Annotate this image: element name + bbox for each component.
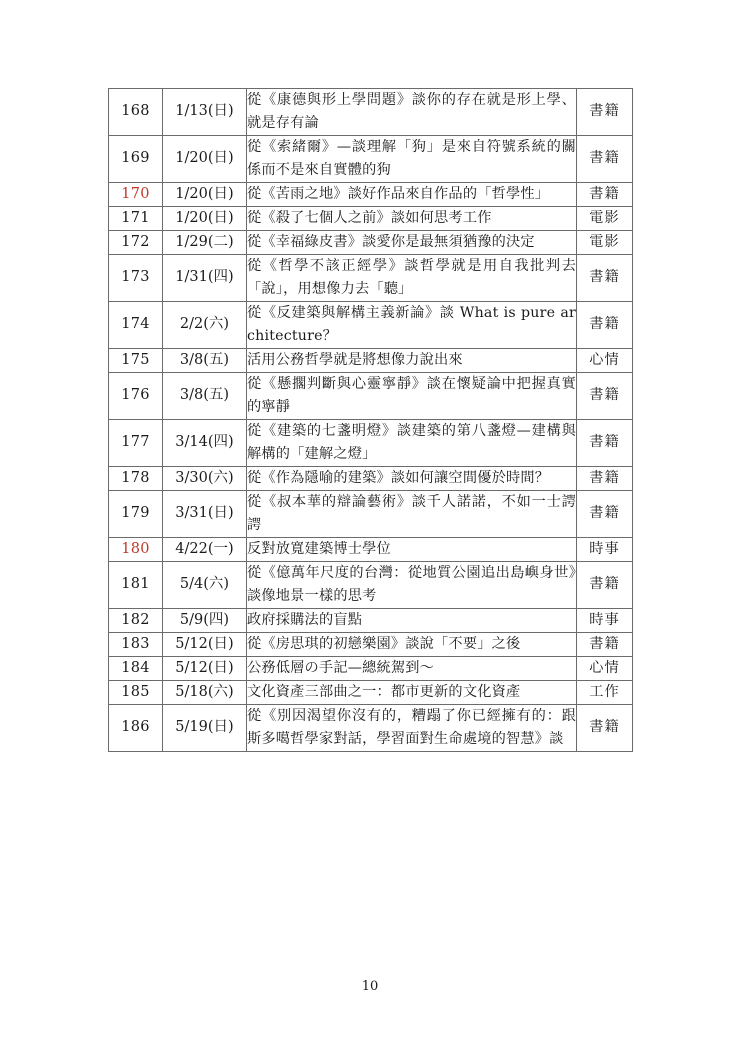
table-row (109, 467, 633, 491)
page-number: 10 (361, 979, 379, 994)
cell-category: 心情 (577, 349, 633, 373)
cell-date: 3/8(五) (163, 349, 247, 373)
cell-article-title: 公務低層の手記—總統駕到～ (247, 657, 577, 681)
table-row (109, 349, 633, 373)
cell-article-title: 反對放寬建築博士學位 (247, 538, 577, 562)
cell-entry-number: 176 (109, 373, 163, 420)
cell-article-title: 從《幸福綠皮書》談愛你是最無須猶豫的決定 (247, 231, 577, 255)
table-row (109, 538, 633, 562)
cell-entry-number: 172 (109, 231, 163, 255)
cell-entry-number: 171 (109, 207, 163, 231)
cell-article-title: 從《反建築與解構主義新論》談 What is pure architecture？ (247, 302, 577, 349)
cell-entry-number: 177 (109, 420, 163, 467)
cell-category: 書籍 (577, 302, 633, 349)
cell-article-title: 從《叔本華的辯論藝術》談千人諾諾，不如一士諤諤 (247, 491, 577, 538)
cell-article-title: 從《苦雨之地》談好作品來自作品的「哲學性」 (247, 183, 577, 207)
cell-category: 書籍 (577, 633, 633, 657)
cell-article-title: 從《房思琪的初戀樂園》談說「不要」之後 (247, 633, 577, 657)
cell-entry-number: 182 (109, 609, 163, 633)
cell-category: 書籍 (577, 467, 633, 491)
cell-category: 電影 (577, 207, 633, 231)
cell-date: 5/4(六) (163, 562, 247, 609)
cell-category: 心情 (577, 657, 633, 681)
cell-date: 1/13(日) (163, 89, 247, 136)
cell-entry-number: 170 (109, 183, 163, 207)
cell-category: 書籍 (577, 420, 633, 467)
cell-entry-number: 185 (109, 681, 163, 705)
cell-article-title: 政府採購法的盲點 (247, 609, 577, 633)
cell-entry-number: 173 (109, 255, 163, 302)
table-row (109, 633, 633, 657)
table-row (109, 207, 633, 231)
cell-date: 1/31(四) (163, 255, 247, 302)
cell-date: 4/22(一) (163, 538, 247, 562)
cell-entry-number: 186 (109, 705, 163, 752)
cell-entry-number: 169 (109, 136, 163, 183)
cell-entry-number: 181 (109, 562, 163, 609)
cell-category: 書籍 (577, 136, 633, 183)
cell-article-title: 文化資產三部曲之一：都市更新的文化資產 (247, 681, 577, 705)
table-row (109, 420, 633, 467)
cell-entry-number: 178 (109, 467, 163, 491)
cell-category: 工作 (577, 681, 633, 705)
cell-article-title: 從《作為隱喻的建築》談如何讓空間優於時間？ (247, 467, 577, 491)
cell-article-title: 從《殺了七個人之前》談如何思考工作 (247, 207, 577, 231)
cell-entry-number: 175 (109, 349, 163, 373)
cell-category: 書籍 (577, 705, 633, 752)
cell-date: 1/20(日) (163, 207, 247, 231)
table-row (109, 373, 633, 420)
article-log-table (108, 88, 633, 752)
cell-date: 2/2(六) (163, 302, 247, 349)
table-row (109, 183, 633, 207)
table-row (109, 89, 633, 136)
cell-date: 3/30(六) (163, 467, 247, 491)
cell-article-title: 從《別因渴望你沒有的，糟蹋了你已經擁有的：跟斯多噶哲學家對話，學習面對生命處境的智慧》談 (247, 705, 577, 752)
cell-date: 5/12(日) (163, 633, 247, 657)
cell-category: 書籍 (577, 562, 633, 609)
cell-date: 3/8(五) (163, 373, 247, 420)
cell-date: 1/29(二) (163, 231, 247, 255)
table-row (109, 491, 633, 538)
cell-category: 書籍 (577, 373, 633, 420)
cell-date: 3/31(日) (163, 491, 247, 538)
table-row (109, 609, 633, 633)
cell-article-title: 從《建築的七盞明燈》談建築的第八盞燈—建構與解構的「建解之燈」 (247, 420, 577, 467)
cell-category: 時事 (577, 609, 633, 633)
cell-article-title: 從《康德與形上學問題》談你的存在就是形上學、就是存有論 (247, 89, 577, 136)
cell-entry-number: 174 (109, 302, 163, 349)
cell-date: 1/20(日) (163, 183, 247, 207)
table-row (109, 705, 633, 752)
cell-date: 5/19(日) (163, 705, 247, 752)
table-row (109, 136, 633, 183)
cell-date: 5/18(六) (163, 681, 247, 705)
cell-category: 書籍 (577, 491, 633, 538)
table-row (109, 657, 633, 681)
cell-category: 書籍 (577, 89, 633, 136)
cell-category: 書籍 (577, 183, 633, 207)
cell-category: 書籍 (577, 255, 633, 302)
cell-date: 3/14(四) (163, 420, 247, 467)
cell-article-title: 從《哲學不該正經學》談哲學就是用自我批判去「說」，用想像力去「聽」 (247, 255, 577, 302)
cell-category: 電影 (577, 231, 633, 255)
table-row (109, 681, 633, 705)
cell-article-title: 從《億萬年尺度的台灣：從地質公園追出島嶼身世》談像地景一樣的思考 (247, 562, 577, 609)
cell-article-title: 活用公務哲學就是將想像力說出來 (247, 349, 577, 373)
cell-date: 5/9(四) (163, 609, 247, 633)
cell-article-title: 從《懸擱判斷與心靈寧靜》談在懷疑論中把握真實的寧靜 (247, 373, 577, 420)
table-body (109, 89, 633, 752)
table-row (109, 231, 633, 255)
table-row (109, 255, 633, 302)
cell-entry-number: 168 (109, 89, 163, 136)
cell-category: 時事 (577, 538, 633, 562)
cell-entry-number: 179 (109, 491, 163, 538)
cell-date: 5/12(日) (163, 657, 247, 681)
cell-entry-number: 180 (109, 538, 163, 562)
cell-article-title: 從《索緒爾》—談理解「狗」是來自符號系統的關係而不是來自實體的狗 (247, 136, 577, 183)
cell-entry-number: 183 (109, 633, 163, 657)
table-row (109, 302, 633, 349)
cell-date: 1/20(日) (163, 136, 247, 183)
cell-entry-number: 184 (109, 657, 163, 681)
table-row (109, 562, 633, 609)
